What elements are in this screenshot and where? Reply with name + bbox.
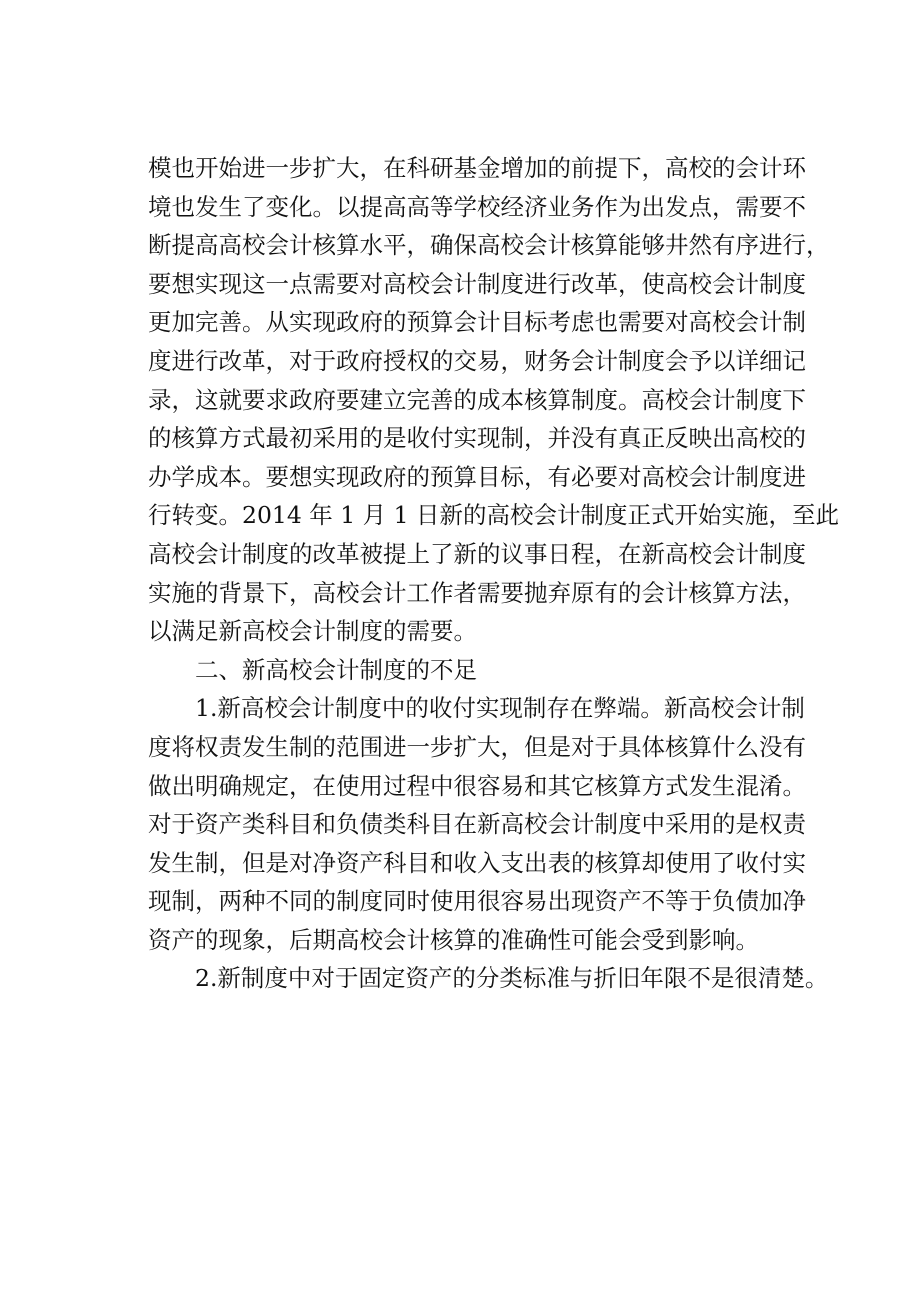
paragraph-line: 的核算方式最初采用的是收付实现制，并没有真正反映出高校的 <box>148 424 806 453</box>
paragraph-line: 实施的背景下，高校会计工作者需要抛弃原有的会计核算方法， <box>148 578 806 607</box>
paragraph-line: 高校会计制度的改革被提上了新的议事日程，在新高校会计制度 <box>148 539 806 568</box>
paragraph-line: 做出明确规定，在使用过程中很容易和其它核算方式发生混淆。 <box>148 771 806 800</box>
paragraph-line: 度进行改革，对于政府授权的交易，财务会计制度会予以详细记 <box>148 346 806 375</box>
paragraph-line: 以满足新高校会计制度的需要。 <box>148 617 477 646</box>
paragraph-line: 1.新高校会计制度中的收付实现制存在弊端。新高校会计制 <box>195 694 805 723</box>
paragraph-line: 境也发生了变化。以提高高等学校经济业务作为出发点，需要不 <box>148 192 806 221</box>
body-text <box>148 149 840 998</box>
paragraph-line: 度将权责发生制的范围进一步扩大，但是对于具体核算什么没有 <box>148 732 806 761</box>
paragraph-line: 对于资产类科目和负债类科目在新高校会计制度中采用的是权责 <box>148 810 806 839</box>
section-heading: 二、新高校会计制度的不足 <box>195 655 477 684</box>
paragraph-line: 资产的现象，后期高校会计核算的准确性可能会受到影响。 <box>148 925 759 954</box>
paragraph-line: 办学成本。要想实现政府的预算目标，有必要对高校会计制度进 <box>148 462 806 491</box>
paragraph-line: 要想实现这一点需要对高校会计制度进行改革，使高校会计制度 <box>148 269 806 298</box>
paragraph-line: 更加完善。从实现政府的预算会计目标考虑也需要对高校会计制 <box>148 308 806 337</box>
paragraph-line: 断提高高校会计核算水平，确保高校会计核算能够井然有序进行， <box>148 231 830 260</box>
paragraph-line: 录，这就要求政府要建立完善的成本核算制度。高校会计制度下 <box>148 385 806 414</box>
paragraph-line: 2.新制度中对于固定资产的分类标准与折旧年限不是很清楚。 <box>195 964 829 993</box>
paragraph-line: 现制，两种不同的制度同时使用很容易出现资产不等于负债加净 <box>148 887 806 916</box>
paragraph-line: 行转变。2014 年 1 月 1 日新的高校会计制度正式开始实施，至此 <box>148 501 840 530</box>
paragraph-line: 发生制，但是对净资产科目和收入支出表的核算却使用了收付实 <box>148 848 806 877</box>
paragraph-line: 模也开始进一步扩大，在科研基金增加的前提下，高校的会计环 <box>148 154 806 182</box>
